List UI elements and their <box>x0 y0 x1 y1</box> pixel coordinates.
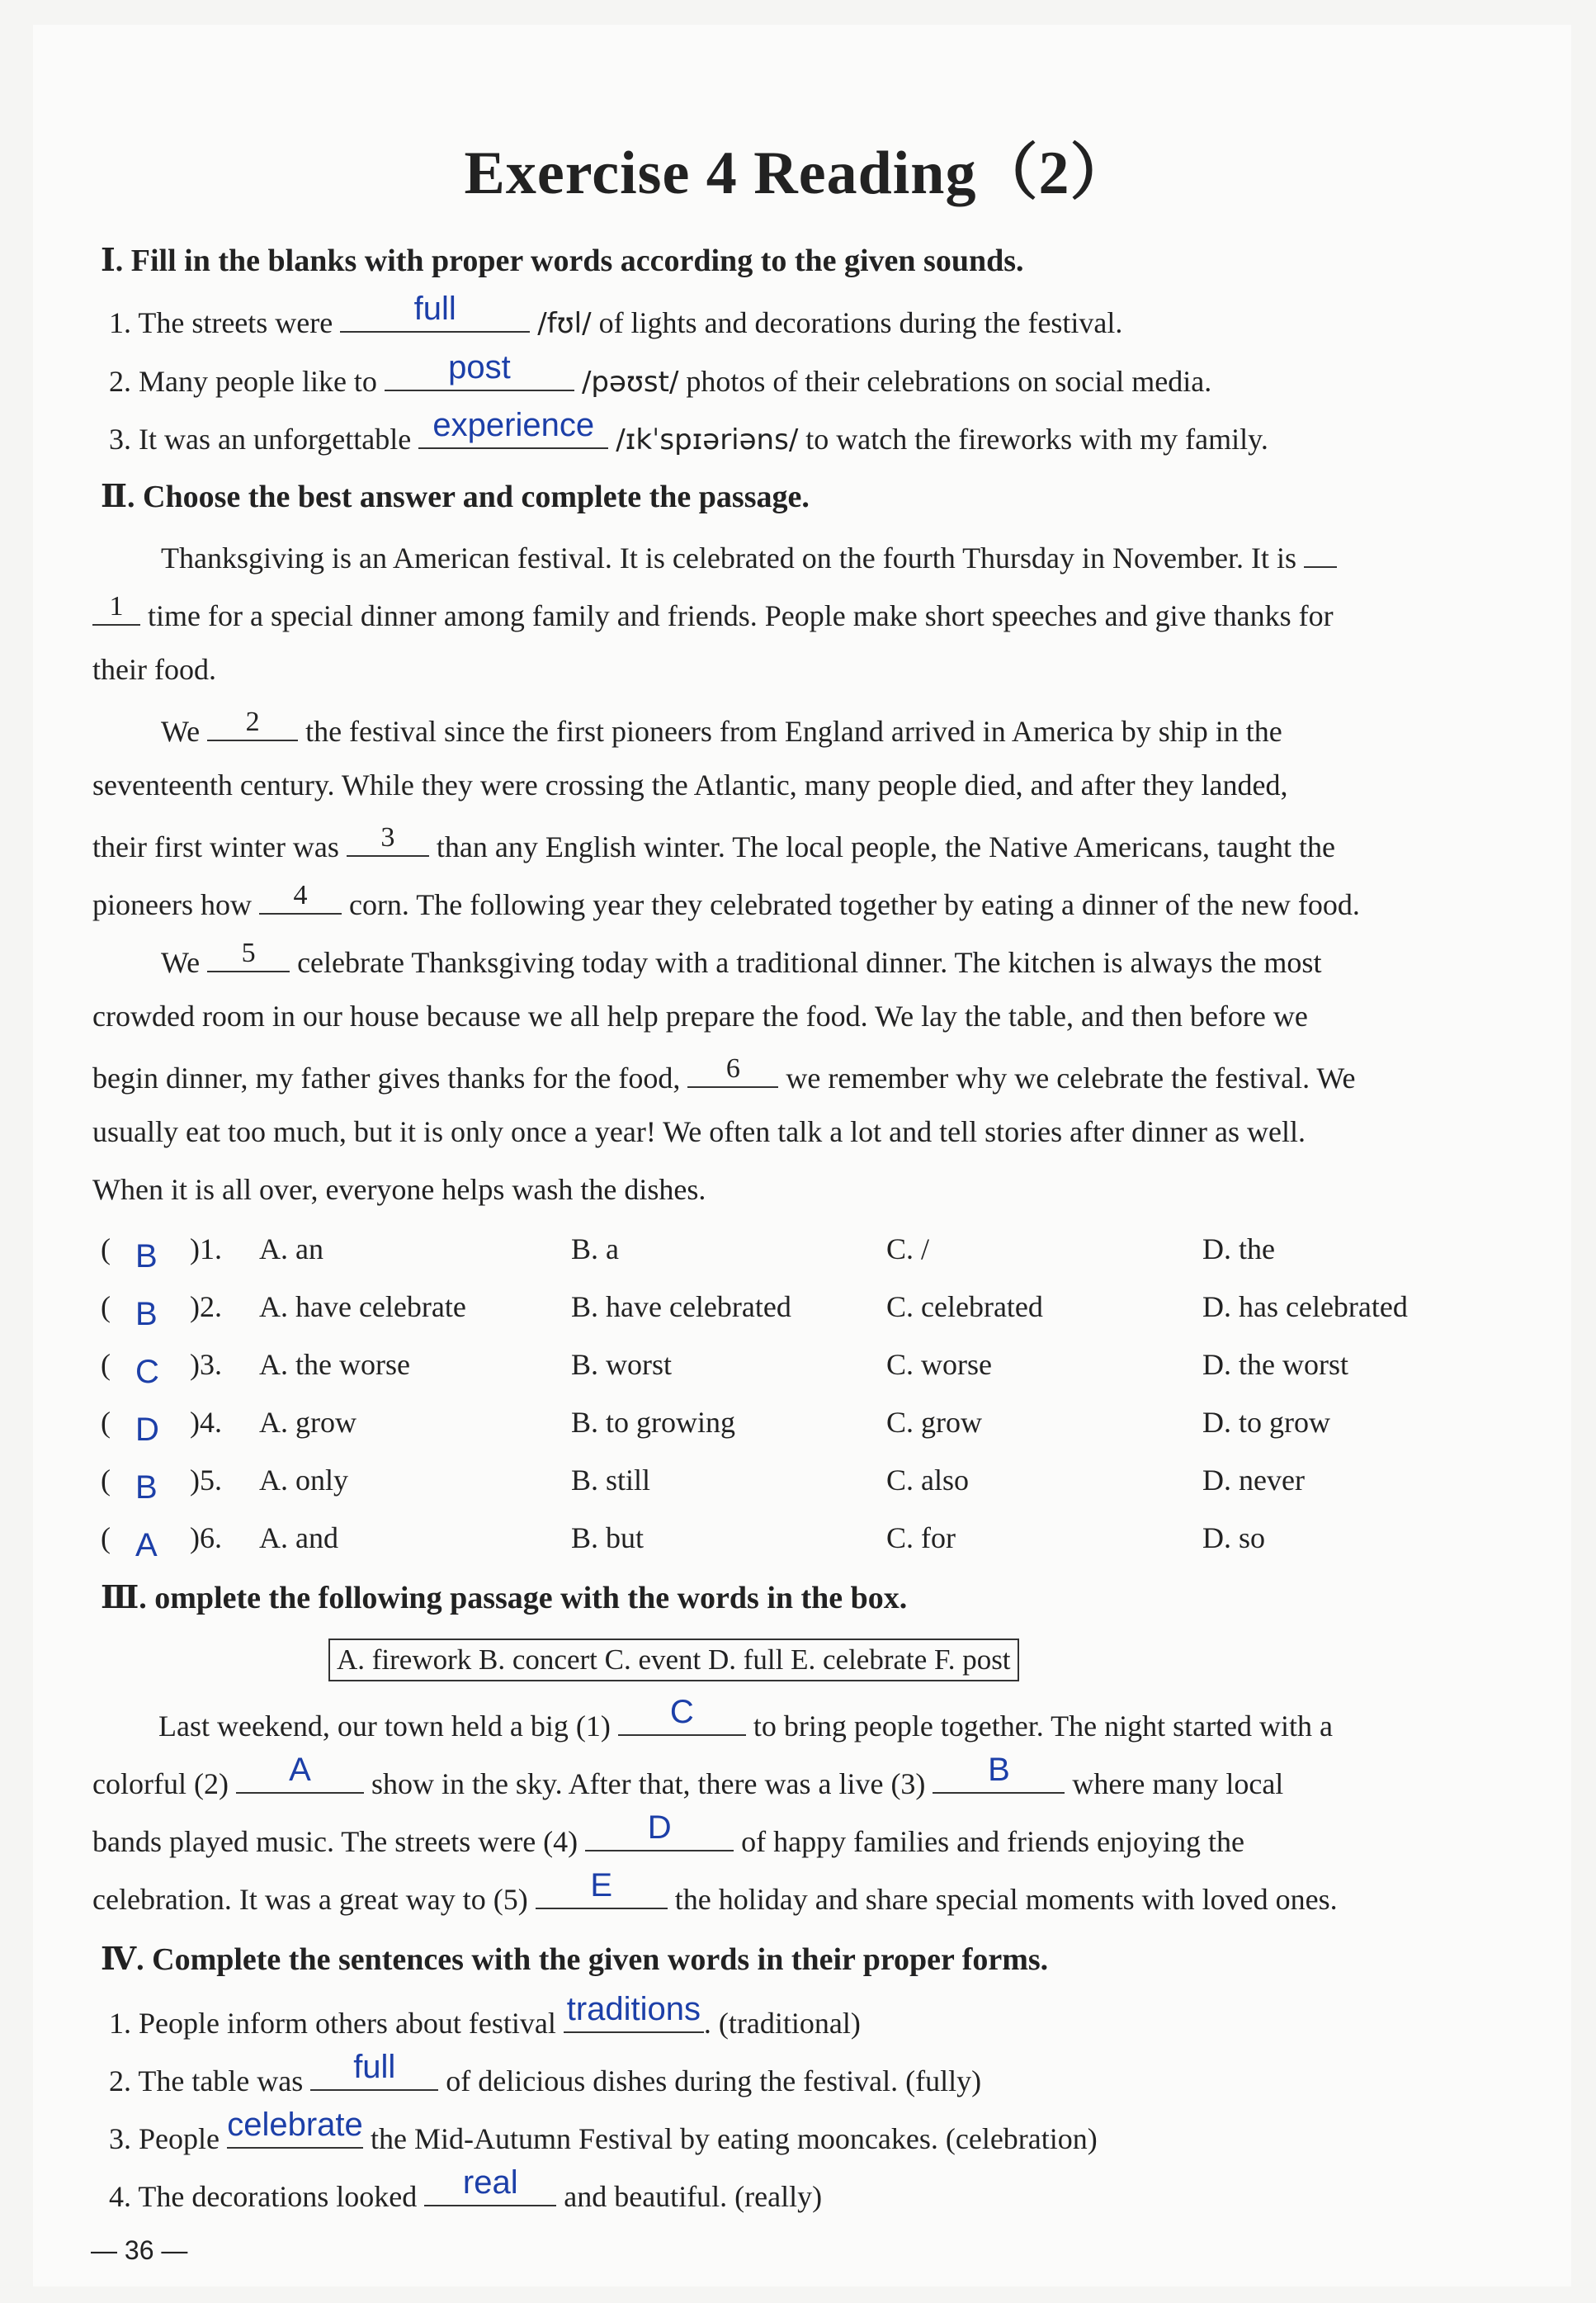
page-title: Exercise 4 Reading（2） <box>464 140 1132 207</box>
s3-blank-1-answer: C <box>669 1694 694 1730</box>
s4-item-2 <box>109 2049 982 2098</box>
blank-6-number: 6 <box>725 1053 740 1084</box>
choice-4-option-b: B. to growing <box>571 1406 736 1439</box>
section-1-heading: Ⅰ. Fill in the blanks with proper words according to the given sounds. <box>101 244 1024 278</box>
p1-line-2 <box>92 591 1334 633</box>
s3-blank-5-answer: E <box>590 1867 613 1903</box>
blank-3 <box>347 822 429 857</box>
choice-2-option-a: A. have celebrate <box>259 1290 466 1323</box>
s3-blank-4-answer: D <box>647 1809 672 1846</box>
s4-item-4 <box>109 2164 823 2214</box>
choice-1-paren: ( <box>101 1232 111 1265</box>
choice-1-number: )1. <box>190 1232 222 1265</box>
page-number: — 36 — <box>91 2235 188 2265</box>
s3-line-2 <box>92 1752 1284 1801</box>
blank-5 <box>207 938 290 972</box>
p2-line-1-post: the festival since the first pioneers from England arrived in America by ship in the <box>305 715 1282 748</box>
choice-5-option-d: D. never <box>1202 1464 1305 1497</box>
s3-blank-2-answer: A <box>289 1752 311 1788</box>
p2-line-3-pre: their first winter was <box>92 830 339 863</box>
choice-5-option-a: A. only <box>259 1464 348 1497</box>
word-box: A. firework B. concert C. event D. full E. celebrate F. post <box>328 1639 1019 1681</box>
s3-line-2-pre: colorful (2) <box>92 1767 229 1800</box>
s1-item-1-phonetic: /fʊl/ <box>537 307 592 340</box>
choice-1-answer: B <box>135 1238 158 1274</box>
s4-item-4-blank <box>424 2164 556 2206</box>
choice-row-3 <box>101 1347 1520 1397</box>
s3-line-4-pre: celebration. It was a great way to (5) <box>92 1883 528 1916</box>
s3-blank-2 <box>236 1752 364 1794</box>
s4-item-2-answer: full <box>353 2049 396 2085</box>
s4-item-1-answer: traditions <box>566 1991 701 2027</box>
choice-6-option-c: C. for <box>886 1521 956 1554</box>
s1-item-3-phonetic: /ɪkˈspɪəriəns/ <box>616 423 799 456</box>
choice-3-paren: ( <box>101 1348 111 1381</box>
choice-6-option-d: D. so <box>1202 1521 1266 1554</box>
p2-line-1 <box>161 707 1282 749</box>
s1-item-2-blank <box>385 349 574 391</box>
s1-item-1-post: of lights and decorations during the festival. <box>598 306 1123 339</box>
s1-item-3 <box>109 407 1268 456</box>
p2-line-4-post: corn. The following year they celebrated together by eating a dinner of the new food. <box>348 888 1360 921</box>
s3-line-2-post: where many local <box>1072 1767 1284 1800</box>
blank-5-number: 5 <box>241 938 256 968</box>
p2-line-2: seventeenth century. While they were crossing the Atlantic, many people died, and after they landed, <box>92 768 1288 802</box>
s4-item-3 <box>109 2107 1098 2156</box>
s1-item-3-answer: experience <box>432 407 595 443</box>
s4-item-3-answer: celebrate <box>227 2107 363 2143</box>
s4-item-2-post: of delicious dishes during the festival. (fully) <box>446 2064 982 2097</box>
blank-2-number: 2 <box>245 707 260 737</box>
s3-line-3-pre: bands played music. The streets were (4) <box>92 1825 578 1858</box>
choice-3-option-d: D. the worst <box>1202 1348 1348 1381</box>
choice-row-4 <box>101 1405 1520 1454</box>
s1-item-2-pre: 2. Many people like to <box>109 365 377 398</box>
p1-line-1-text: Thanksgiving is an American festival. It is celebrated on the fourth Thursday in November. It is <box>161 541 1296 575</box>
choice-2-number: )2. <box>190 1290 222 1323</box>
p2-line-3-post: than any English winter. The local people, the Native Americans, taught the <box>436 830 1335 863</box>
choice-4-option-a: A. grow <box>259 1406 357 1439</box>
s1-item-1-answer: full <box>413 291 456 327</box>
s3-line-1 <box>158 1694 1334 1743</box>
blank-6 <box>687 1053 778 1088</box>
choice-row-1 <box>101 1232 1520 1281</box>
choice-3-option-a: A. the worse <box>259 1348 410 1381</box>
blank-4 <box>259 880 342 915</box>
s1-item-3-blank <box>418 407 608 449</box>
choice-1-option-b: B. a <box>571 1232 619 1265</box>
choice-3-option-b: B. worst <box>571 1348 673 1381</box>
s4-item-4-post: and beautiful. (really) <box>564 2180 823 2213</box>
choice-5-option-c: C. also <box>886 1464 970 1497</box>
choice-1-option-d: D. the <box>1202 1232 1275 1265</box>
choice-3-option-c: C. worse <box>886 1348 992 1381</box>
choice-5-number: )5. <box>190 1464 222 1497</box>
p2-line-1-pre: We <box>161 715 201 748</box>
s3-line-4 <box>92 1867 1338 1917</box>
p3-line-3-pre: begin dinner, my father gives thanks for the food, <box>92 1062 681 1095</box>
p3-line-3-post: we remember why we celebrate the festival. We <box>786 1062 1356 1095</box>
choice-2-answer: B <box>135 1296 158 1332</box>
p2-line-4 <box>92 880 1360 922</box>
choice-6-answer: A <box>135 1527 158 1563</box>
s1-item-1-blank <box>340 291 530 333</box>
s3-blank-4 <box>585 1809 734 1851</box>
s3-line-3 <box>92 1809 1244 1859</box>
s4-item-2-pre: 2. The table was <box>109 2064 304 2097</box>
s4-item-1-blank <box>564 1991 704 2033</box>
p1-line-1 <box>161 537 1337 575</box>
s1-item-2-post: photos of their celebrations on social media. <box>686 365 1212 398</box>
s3-blank-3-answer: B <box>988 1752 1010 1788</box>
s4-item-4-answer: real <box>462 2164 518 2201</box>
choice-4-paren: ( <box>101 1406 111 1439</box>
section-3-heading: Ⅲ. omplete the following passage with the words in the box. <box>101 1581 908 1615</box>
s1-item-2 <box>109 349 1212 399</box>
s4-item-2-blank <box>310 2049 438 2091</box>
s3-line-3-post: of happy families and friends enjoying the <box>741 1825 1244 1858</box>
s4-item-3-pre: 3. People <box>109 2122 220 2155</box>
s4-item-3-blank <box>227 2107 363 2149</box>
s1-item-2-answer: post <box>448 349 511 385</box>
s1-item-1-pre: 1. The streets were <box>109 306 333 339</box>
s3-line-4-post: the holiday and share special moments with loved ones. <box>674 1883 1338 1916</box>
choice-row-2 <box>101 1289 1520 1339</box>
choice-3-number: )3. <box>190 1348 222 1381</box>
choice-6-paren: ( <box>101 1521 111 1554</box>
s4-item-3-post: the Mid-Autumn Festival by eating mooncakes. (celebration) <box>370 2122 1098 2155</box>
blank-2 <box>207 707 298 741</box>
choice-2-paren: ( <box>101 1290 111 1323</box>
p3-line-3 <box>92 1053 1356 1095</box>
s4-item-1-pre: 1. People inform others about festival <box>109 2007 556 2040</box>
s1-item-3-post: to watch the fireworks with my family. <box>805 423 1268 456</box>
s4-item-4-pre: 4. The decorations looked <box>109 2180 418 2213</box>
blank-1-tail <box>1304 537 1337 568</box>
section-4-heading: Ⅳ. Complete the sentences with the given words in their proper forms. <box>101 1942 1049 1977</box>
p3-line-1-pre: We <box>161 946 201 979</box>
choice-4-option-d: D. to grow <box>1202 1406 1330 1439</box>
blank-1-number: 1 <box>109 591 124 622</box>
choice-6-option-a: A. and <box>259 1521 338 1554</box>
choice-6-number: )6. <box>190 1521 222 1554</box>
p3-line-1 <box>161 938 1322 980</box>
section-2-heading: Ⅱ. Choose the best answer and complete the passage. <box>101 480 810 514</box>
choice-4-option-c: C. grow <box>886 1406 982 1439</box>
p2-line-3 <box>92 822 1335 864</box>
choice-2-option-b: B. have celebrated <box>571 1290 791 1323</box>
s3-blank-3 <box>933 1752 1065 1794</box>
s3-blank-1 <box>618 1694 746 1736</box>
choice-6-option-b: B. but <box>571 1521 645 1554</box>
blank-3-number: 3 <box>380 822 395 853</box>
choice-2-option-c: C. celebrated <box>886 1290 1043 1323</box>
choice-3-answer: C <box>135 1354 159 1390</box>
s1-item-2-phonetic: /pəʊst/ <box>581 366 679 399</box>
p3-line-2: crowded room in our house because we all help prepare the food. We lay the table, and then before we <box>92 1000 1308 1033</box>
p1-line-3: their food. <box>92 653 216 686</box>
choice-1-option-a: A. an <box>259 1232 323 1265</box>
s3-line-1-post: to bring people together. The night started with a <box>753 1710 1334 1743</box>
s3-line-1-pre: Last weekend, our town held a big (1) <box>158 1710 611 1743</box>
p3-line-4: usually eat too much, but it is only once a year! We often talk a lot and tell stories after dinner as well. <box>92 1115 1306 1148</box>
choice-2-option-d: D. has celebrated <box>1202 1290 1408 1323</box>
s1-item-1 <box>109 291 1123 340</box>
choice-1-option-c: C. / <box>886 1232 930 1265</box>
p1-line-2-text: time for a special dinner among family and friends. People make short speeches and give thanks for <box>148 599 1334 632</box>
choice-row-5 <box>101 1463 1520 1512</box>
choice-5-answer: B <box>135 1469 158 1506</box>
s3-line-2-mid: show in the sky. After that, there was a live (3) <box>371 1767 926 1800</box>
s4-item-1 <box>109 1991 861 2041</box>
choice-4-answer: D <box>135 1412 159 1448</box>
p2-line-4-pre: pioneers how <box>92 888 252 921</box>
s4-item-1-post: . (traditional) <box>703 2007 861 2040</box>
choice-row-6 <box>101 1520 1520 1570</box>
choice-4-number: )4. <box>190 1406 222 1439</box>
s1-item-3-pre: 3. It was an unforgettable <box>109 423 412 456</box>
p3-line-5: When it is all over, everyone helps wash the dishes. <box>92 1173 706 1206</box>
choice-5-option-b: B. still <box>571 1464 651 1497</box>
blank-1 <box>92 591 140 626</box>
s3-blank-5 <box>536 1867 668 1909</box>
blank-4-number: 4 <box>293 880 308 910</box>
choice-5-paren: ( <box>101 1464 111 1497</box>
p3-line-1-post: celebrate Thanksgiving today with a traditional dinner. The kitchen is always the most <box>297 946 1322 979</box>
